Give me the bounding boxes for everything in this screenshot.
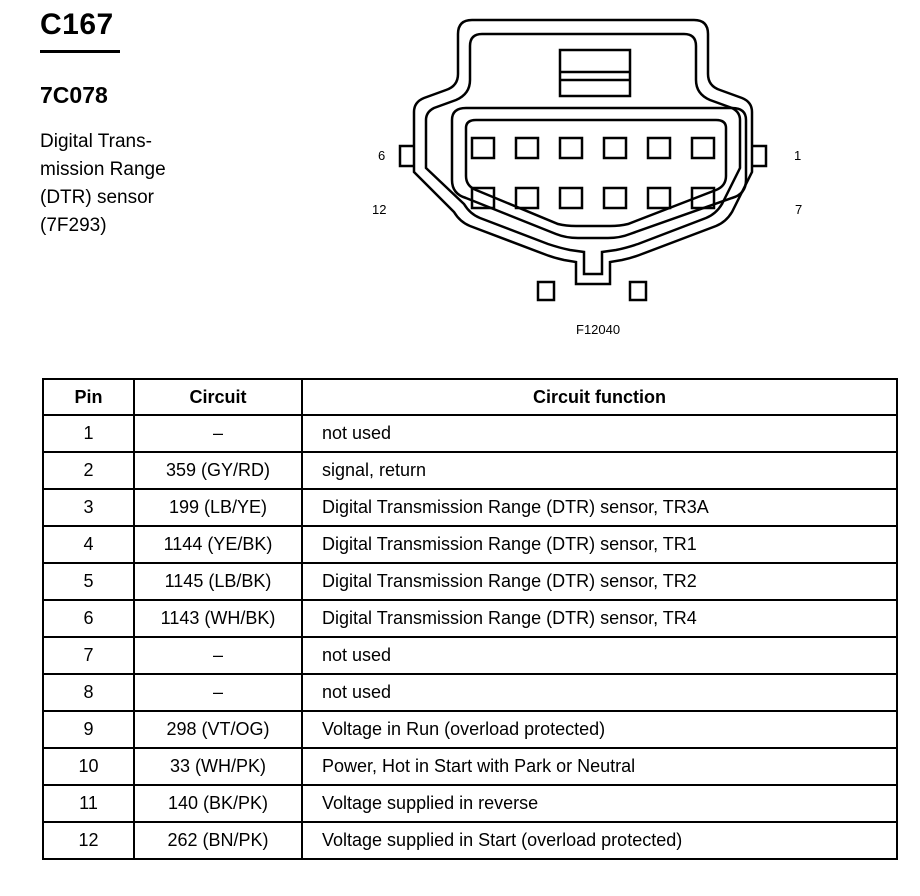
side-tab-right <box>752 146 766 166</box>
terminal-pin-10 <box>560 188 582 208</box>
pin-cell: 5 <box>43 563 134 600</box>
terminal-pin-2 <box>648 138 670 158</box>
function-cell: Digital Transmission Range (DTR) sensor, TR1 <box>302 526 897 563</box>
pin-cell: 8 <box>43 674 134 711</box>
pin-cell: 6 <box>43 600 134 637</box>
circuit-cell: 1143 (WH/BK) <box>134 600 302 637</box>
function-cell: Voltage supplied in reverse <box>302 785 897 822</box>
terminal-pin-1 <box>692 138 714 158</box>
description-line: mission Range <box>40 159 166 180</box>
circuit-cell: 199 (LB/YE) <box>134 489 302 526</box>
pin-cell: 9 <box>43 711 134 748</box>
function-cell: Voltage in Run (overload protected) <box>302 711 897 748</box>
table-row <box>43 822 897 859</box>
terminal-pin-5 <box>516 138 538 158</box>
circuit-cell: 1145 (LB/BK) <box>134 563 302 600</box>
pin-label-12: 12 <box>372 202 387 217</box>
mounting-foot <box>630 282 646 300</box>
circuit-cell: 359 (GY/RD) <box>134 452 302 489</box>
table-row <box>43 452 897 489</box>
connector-face-diagram <box>380 12 803 312</box>
terminal-pin-8 <box>648 188 670 208</box>
table-row <box>43 563 897 600</box>
pin-cell: 1 <box>43 415 134 452</box>
table-row <box>43 674 897 711</box>
pin-cell: 4 <box>43 526 134 563</box>
pin-cell: 12 <box>43 822 134 859</box>
terminal-pin-3 <box>604 138 626 158</box>
function-cell: not used <box>302 637 897 674</box>
header-pin: Pin <box>43 379 134 415</box>
terminal-pin-4 <box>560 138 582 158</box>
header-circuit-function: Circuit function <box>302 379 897 415</box>
table-row <box>43 637 897 674</box>
pinout-table <box>42 378 898 860</box>
plug-inner <box>466 120 726 226</box>
pin-cell: 2 <box>43 452 134 489</box>
function-cell: signal, return <box>302 452 897 489</box>
side-tab-left <box>400 146 414 166</box>
part-number: 7C078 <box>40 82 108 108</box>
function-cell: Digital Transmission Range (DTR) sensor, TR4 <box>302 600 897 637</box>
circuit-cell: 298 (VT/OG) <box>134 711 302 748</box>
pin-label-7: 7 <box>795 202 803 217</box>
circuit-cell: 262 (BN/PK) <box>134 822 302 859</box>
circuit-cell: 1144 (YE/BK) <box>134 526 302 563</box>
function-cell: not used <box>302 415 897 452</box>
function-cell: Digital Transmission Range (DTR) sensor, TR3A <box>302 489 897 526</box>
mounting-foot <box>538 282 554 300</box>
circuit-cell: – <box>134 415 302 452</box>
pin-cell: 10 <box>43 748 134 785</box>
table-row <box>43 600 897 637</box>
description-line: Digital Trans- <box>40 131 152 152</box>
function-cell: Power, Hot in Start with Park or Neutral <box>302 748 897 785</box>
pin-label-1: 1 <box>794 148 802 163</box>
figure-id: F12040 <box>576 322 621 337</box>
table-row <box>43 489 897 526</box>
circuit-cell: – <box>134 674 302 711</box>
pin-cell: 11 <box>43 785 134 822</box>
table-row <box>43 711 897 748</box>
table-header-row <box>43 379 897 415</box>
connector-description <box>40 128 210 240</box>
connector-id-underline <box>40 50 120 53</box>
circuit-cell: – <box>134 637 302 674</box>
function-cell: Digital Transmission Range (DTR) sensor, TR2 <box>302 563 897 600</box>
function-cell: not used <box>302 674 897 711</box>
circuit-cell: 33 (WH/PK) <box>134 748 302 785</box>
function-cell: Voltage supplied in Start (overload protected) <box>302 822 897 859</box>
pin-cell: 7 <box>43 637 134 674</box>
table-row <box>43 526 897 563</box>
terminal-pin-6 <box>472 138 494 158</box>
circuit-cell: 140 (BK/PK) <box>134 785 302 822</box>
pin-label-6: 6 <box>378 148 386 163</box>
connector-id: C167 <box>40 8 114 41</box>
table-row <box>43 415 897 452</box>
description-line: (7F293) <box>40 215 107 236</box>
terminal-pin-11 <box>516 188 538 208</box>
table-row <box>43 748 897 785</box>
table-row <box>43 785 897 822</box>
header-circuit: Circuit <box>134 379 302 415</box>
pin-cell: 3 <box>43 489 134 526</box>
terminal-pin-9 <box>604 188 626 208</box>
description-line: (DTR) sensor <box>40 187 155 208</box>
